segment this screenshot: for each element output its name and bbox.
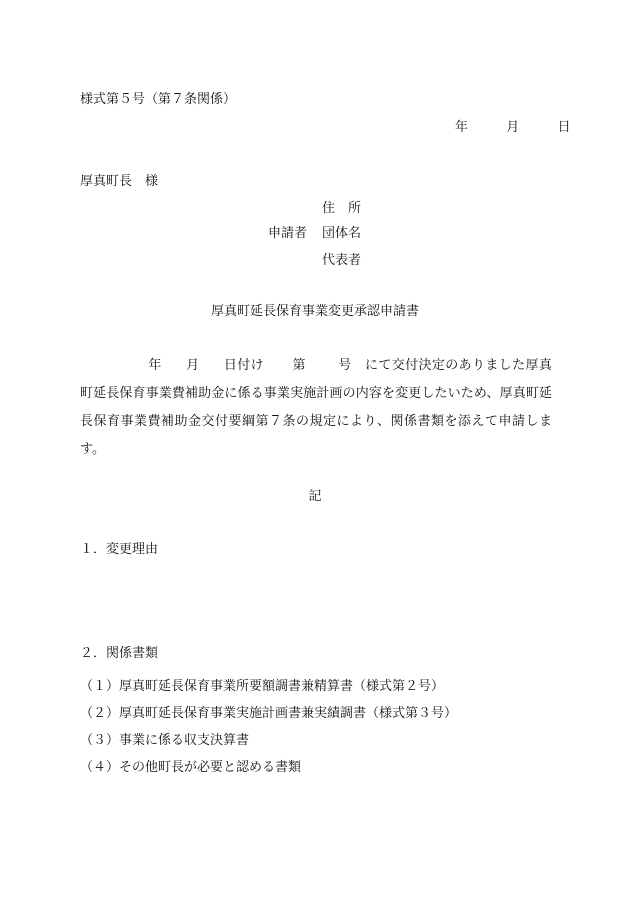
body-paragraph <box>80 352 552 464</box>
body-dai: 第 <box>292 358 306 373</box>
document-title: 厚真町延長保育事業変更承認申請書 <box>210 304 419 319</box>
list-item: （１）厚真町延長保育事業所要額調書兼精算書（様式第２号） <box>80 679 445 694</box>
applicant-label: 申請者 <box>268 226 308 241</box>
section-related-documents: ２．関係書類 <box>80 646 159 661</box>
date-line <box>455 116 571 135</box>
date-month: 月 <box>506 120 520 135</box>
list-item: （２）厚真町延長保育事業実施計画書兼実績調書（様式第３号） <box>80 706 458 721</box>
body-year: 年 <box>148 358 162 373</box>
body-go: 号 <box>337 358 352 373</box>
list-item: （３）事業に係る収支決算書 <box>80 733 250 748</box>
body-day: 日付け <box>223 358 265 373</box>
section-change-reason: １．変更理由 <box>80 542 159 557</box>
addressee: 厚真町長 様 <box>80 174 159 189</box>
group-name-label: 団体名 <box>322 226 362 241</box>
date-day: 日 <box>557 120 571 135</box>
form-number: 様式第５号（第７条関係） <box>80 92 237 107</box>
body-sentence: にて交付決定のありました厚真町延長保育事業費補助金に係る事業実施計画の内容を変更したいため、厚真町延長保育事業費補助金交付要綱第７条の規定により、関係書類を添えて申請します。 <box>80 358 552 457</box>
date-year: 年 <box>455 120 469 135</box>
list-item: （４）その他町長が必要と認める書類 <box>80 760 302 775</box>
body-month: 月 <box>185 358 200 373</box>
address-label: 住 所 <box>322 201 362 216</box>
ki-heading: 記 <box>308 489 322 504</box>
representative-label: 代表者 <box>322 253 362 268</box>
